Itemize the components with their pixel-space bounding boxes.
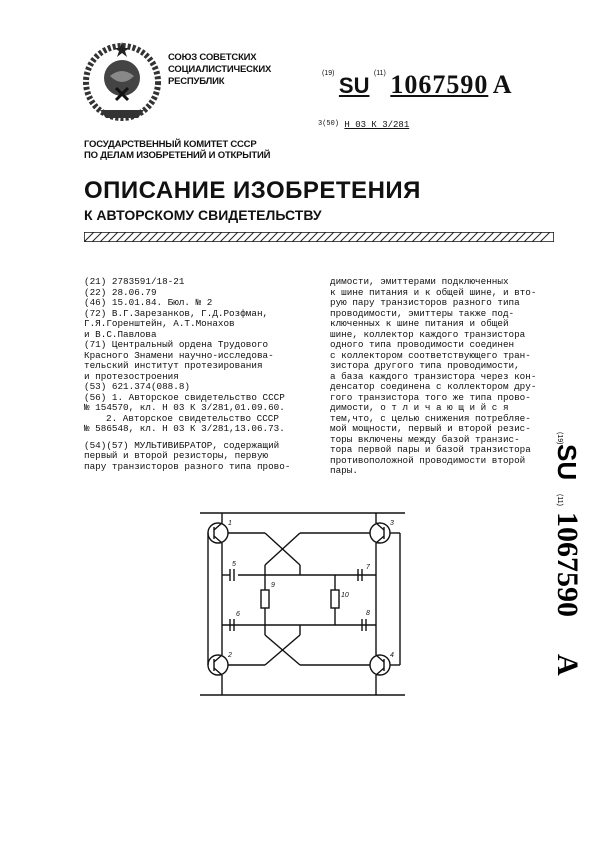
side-code-11: (11) bbox=[556, 494, 563, 506]
biblio-line: № 586548, кл. Н 03 К 3/281,13.06.73. bbox=[84, 423, 285, 434]
hatched-rule bbox=[84, 232, 554, 242]
label-2: 2 bbox=[228, 652, 232, 659]
union-name bbox=[168, 52, 271, 88]
claim-start-line: пару транзисторов разного типа прово- bbox=[84, 460, 291, 472]
committee-line: ГОСУДАРСТВЕННЫЙ КОМИТЕТ СССР bbox=[84, 139, 257, 150]
label-5: 5 bbox=[232, 561, 236, 568]
claim-start-line: первый и второй резисторы, первую bbox=[84, 450, 269, 461]
document-kind: A bbox=[492, 70, 512, 99]
biblio-line: № 154570, кл. Н 03 К 3/281,01.09.60. bbox=[84, 402, 285, 413]
label-4: 4 bbox=[390, 652, 394, 659]
resistor-9-icon bbox=[261, 590, 269, 608]
code-50: 3(50) bbox=[318, 120, 340, 128]
code-11: (11) bbox=[373, 70, 386, 77]
multivibrator-circuit-diagram bbox=[190, 505, 420, 700]
union-line: СОЦИАЛИСТИЧЕСКИХ bbox=[168, 64, 272, 75]
label-1: 1 bbox=[228, 520, 232, 527]
biblio-line: (72) В.Г.Зарезанков, Г.Д.Розфман, bbox=[84, 307, 269, 319]
label-7: 7 bbox=[366, 564, 370, 571]
biblio-line: и протезостроения bbox=[84, 370, 179, 382]
biblio-line: (53) 621.374(088.8) bbox=[84, 381, 191, 392]
claim-line: торы включены между базой транзис- bbox=[330, 433, 520, 445]
committee-line: ПО ДЕЛАМ ИЗОБРЕТЕНИЙ И ОТКРЫТИЙ bbox=[84, 150, 271, 161]
claim-line: димости, о т л и ч а ю щ и й с я bbox=[330, 402, 509, 413]
claim-line: тора первой пары и базой транзистора bbox=[330, 444, 531, 455]
biblio-line: Красного Знамени научно-исследова- bbox=[84, 349, 274, 361]
label-10: 10 bbox=[341, 592, 349, 599]
code-19: (19) bbox=[322, 70, 335, 77]
claim-line: димости, эмиттерами подключенных bbox=[330, 276, 509, 287]
claim-line: с коллектором соответствующего тран- bbox=[330, 349, 531, 361]
claim-line: ключенных к шине питания и общей bbox=[330, 318, 509, 329]
document-title: ОПИСАНИЕ ИЗОБРЕТЕНИЯ bbox=[84, 177, 421, 204]
state-emblem-icon bbox=[80, 38, 164, 122]
claim-line: тем,что, с целью снижения потребляе- bbox=[330, 412, 531, 424]
biblio-line: (71) Центральный ордена Трудового bbox=[84, 339, 269, 350]
label-6: 6 bbox=[236, 611, 240, 618]
ipc-code: Н 03 К 3/281 bbox=[344, 120, 410, 130]
side-patent-number: 1067590 bbox=[551, 512, 584, 617]
publication-number bbox=[322, 70, 512, 100]
label-3: 3 bbox=[390, 520, 394, 527]
committee-name bbox=[84, 139, 270, 161]
biblio-line: Г.Я.Горенштейн, А.Т.Монахов bbox=[84, 318, 235, 329]
union-line: СОЮЗ СОВЕТСКИХ bbox=[168, 52, 257, 63]
claim-line: противоположной проводимости второй bbox=[330, 454, 526, 466]
claim-text bbox=[330, 277, 546, 477]
claim-line: шине, коллектор каждого транзистора bbox=[330, 328, 526, 340]
biblio-line: (46) 15.01.84. Бюл. № 2 bbox=[84, 297, 213, 308]
biblio-line: 2. Авторское свидетельство СССР bbox=[106, 412, 279, 424]
claim-line: зистора другого типа проводимости, bbox=[330, 360, 520, 371]
resistor-10-icon bbox=[331, 590, 339, 608]
biblio-line: (56) 1. Авторское свидетельство СССР bbox=[84, 391, 285, 403]
claim-line: гого транзистора того же типа прово- bbox=[330, 391, 531, 403]
claim-line: а база каждого транзистора через кон- bbox=[330, 370, 537, 382]
country-code: SU bbox=[338, 73, 370, 98]
biblio-line: (22) 28.06.79 bbox=[84, 286, 157, 298]
claim-line: мой мощности, первый и второй резис- bbox=[330, 423, 531, 434]
claim-start-line: (54)(57) МУЛЬТИВИБРАТОР, содержащий bbox=[84, 439, 280, 451]
biblio-line: и В.С.Павлова bbox=[84, 328, 157, 340]
union-line: РЕСПУБЛИК bbox=[168, 76, 225, 87]
patent-number: 1067590 bbox=[390, 70, 489, 99]
label-8: 8 bbox=[366, 610, 370, 617]
biblio-line: (21) 2783591/18-21 bbox=[84, 276, 185, 287]
claim-line: к шине питания и к общей шине, и вто- bbox=[330, 286, 537, 298]
claim-line: одного типа проводимости соединен bbox=[330, 339, 515, 350]
side-publication-number bbox=[546, 430, 596, 690]
side-code-19: (19) bbox=[556, 432, 563, 445]
bibliographic-data bbox=[84, 277, 324, 472]
claim-line: проводимости, эмиттеры также под- bbox=[330, 307, 515, 319]
label-9: 9 bbox=[271, 582, 275, 589]
claim-line: пары. bbox=[330, 465, 358, 476]
side-kind: A bbox=[551, 654, 584, 676]
document-subtitle: К АВТОРСКОМУ СВИДЕТЕЛЬСТВУ bbox=[84, 207, 322, 223]
ipc-classification bbox=[318, 120, 409, 130]
biblio-line: тельский институт протезирования bbox=[84, 360, 263, 371]
claim-line: рую пару транзисторов разного типа bbox=[330, 297, 520, 308]
claim-line: денсатор соединена с коллектором дру- bbox=[330, 381, 537, 392]
side-country: SU bbox=[552, 444, 582, 481]
